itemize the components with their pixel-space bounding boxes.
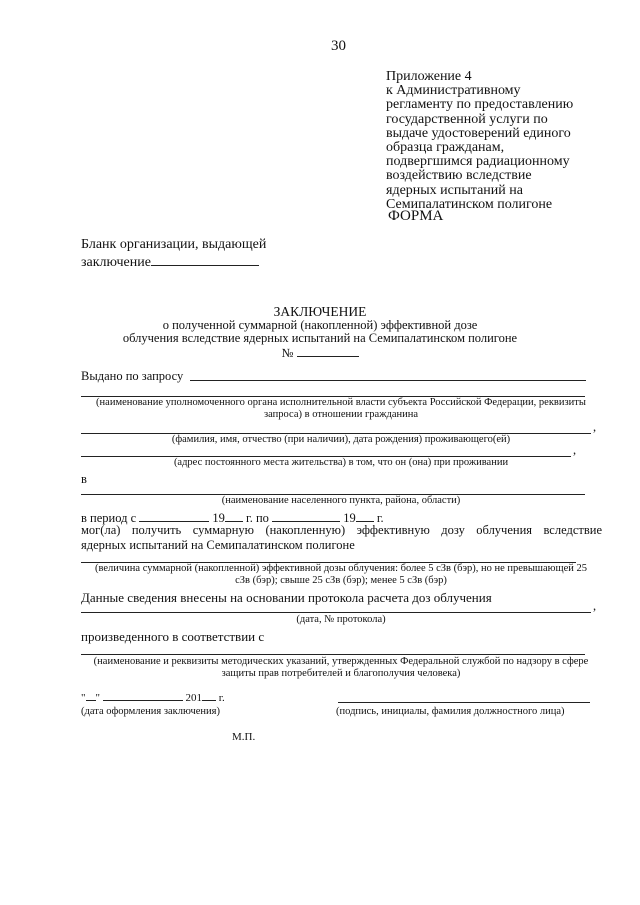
appendix-block <box>386 70 573 212</box>
appendix-line: к Административному <box>386 83 521 99</box>
protocol-text: Данные сведения внесены на основании протокола расчета доз облучения <box>81 590 492 605</box>
appendix-line: подвергшимся радиационному <box>386 154 570 170</box>
issued-field[interactable] <box>190 380 586 381</box>
appendix-line: воздействию вследствие <box>386 168 532 184</box>
dose-text-2: ядерных испытаний на Семипалатинском полигоне <box>81 538 355 552</box>
method-field[interactable] <box>81 654 585 655</box>
dose-text-1: мог(ла) получить суммарную (накопленную) эффективную дозу облучения вследствие <box>81 523 602 537</box>
caption-method-1: (наименование и реквизиты методических указаний, утвержденных Федеральной службой по надзору в сфере <box>93 656 589 667</box>
blank-line-2: заключение <box>81 253 266 271</box>
caption-name: (фамилия, имя, отчество (при наличии), дата рождения) проживающего(ей) <box>171 434 511 445</box>
date-month-field[interactable] <box>103 690 183 701</box>
caption-method-2: защиты прав потребителей и благополучия человека) <box>221 668 461 679</box>
appendix-line: регламенту по предоставлению <box>386 97 574 113</box>
document-number: № <box>0 344 640 361</box>
caption-signature: (подпись, инициалы, фамилия должностного лица) <box>336 706 565 717</box>
page-number: 30 <box>331 38 346 54</box>
comma: , <box>573 443 577 457</box>
document-subtitle-2: облучения вследствие ядерных испытаний на Семипалатинском полигоне <box>122 331 518 345</box>
appendix-line: государственной услуги по <box>386 111 548 127</box>
appendix-line: Семипалатинском полигоне <box>386 196 553 212</box>
organization-blank <box>81 237 266 271</box>
period-start-year[interactable] <box>225 509 243 522</box>
document-subtitle-1: о полученной суммарной (накопленной) эффективной дозе <box>162 318 478 332</box>
issued-label: Выдано по запросу <box>81 369 184 383</box>
appendix-line: выдаче удостоверений единого <box>386 125 571 141</box>
appendix-line: Приложение 4 <box>386 69 472 84</box>
period-end-field[interactable] <box>272 509 340 522</box>
caption-date: (дата оформления заключения) <box>81 706 220 717</box>
date-row: " " 201 г. <box>81 692 225 704</box>
caption-organ-1: (наименование уполномоченного органа исполнительной власти субъекта Российской Федерации, реквизиты <box>96 397 586 408</box>
date-day-field[interactable] <box>86 690 96 701</box>
protocol-field[interactable] <box>81 612 591 613</box>
blank-line-1: Бланк организации, выдающей <box>81 237 267 252</box>
signature-field[interactable] <box>338 702 590 703</box>
stamp-label: М.П. <box>232 731 256 743</box>
appendix-line: образца гражданам, <box>386 140 505 156</box>
date-year-field[interactable] <box>202 690 216 701</box>
caption-place: (наименование населенного пункта, района, области) <box>221 495 461 506</box>
caption-dose-2: сЗв (бэр); свыше 25 сЗв (бэр); менее 5 сЗв (бэр) <box>235 575 447 586</box>
form-label: ФОРМА <box>388 208 444 224</box>
period-end-year[interactable] <box>356 509 374 522</box>
period-start-field[interactable] <box>139 509 209 522</box>
document-title: ЗАКЛЮЧЕНИЕ <box>273 304 367 319</box>
comma: , <box>593 420 597 434</box>
caption-address: (адрес постоянного места жительства) в том, что он (она) при проживании <box>173 457 509 468</box>
caption-protocol: (дата, № протокола) <box>296 614 386 625</box>
appendix-line: ядерных испытаний на <box>386 182 523 198</box>
period-row: в период с 19 г. по 19 г. <box>81 511 384 525</box>
produced-text: произведенного в соответствии с <box>81 629 265 644</box>
in-label: в <box>81 472 87 486</box>
comma: , <box>593 599 597 613</box>
caption-dose-1: (величина суммарной (накопленной) эффективной дозы облучения: более 5 сЗв (бэр), но не превышающей 25 <box>95 563 587 574</box>
caption-organ-2: запроса) в отношении гражданина <box>264 409 418 420</box>
